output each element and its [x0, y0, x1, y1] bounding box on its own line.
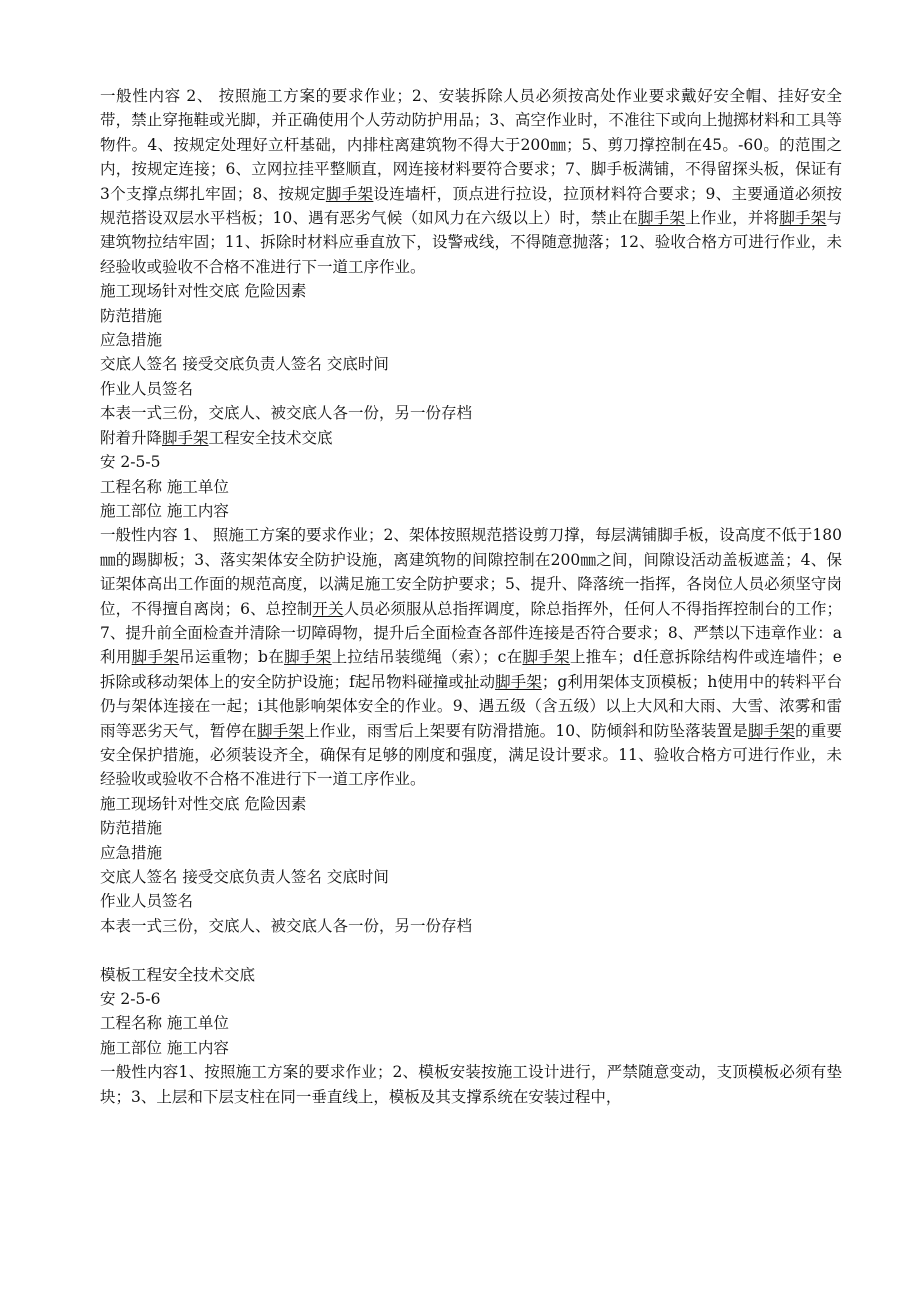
section2-prevention: 防范措施: [100, 819, 163, 838]
section1-worker-sign: 作业人员签名: [100, 379, 194, 398]
scaffold-link[interactable]: 脚手架: [637, 209, 686, 228]
section2-emergency: 应急措施: [100, 843, 163, 862]
body-text: 一般性内容1、按照施工方案的要求作业；2、模板安装按施工设计进行，严禁随意变动，支顶模板必须有垫块；3、上层和下层支柱在同一垂直线上，模板及其支撑系统在安装过程中，: [100, 1063, 842, 1106]
section2-name-row: 工程名称 施工单位: [100, 477, 229, 496]
section2-sign-row: 交底人签名 接受交底负责人签名 交底时间: [100, 868, 389, 886]
scaffold-link[interactable]: 脚手架: [522, 648, 570, 667]
body-text: 人员必须服从总指挥调度，除总指挥外，任何人不得指挥控制台的工作；7、提升前全面检查并清除一切障碍物，提升后全面检查各部件连接是否符合要求；8、严禁以下违章作业：a利用: [100, 599, 842, 667]
scaffold-link[interactable]: 脚手架: [162, 428, 209, 447]
scaffold-link[interactable]: 脚手架: [131, 648, 180, 667]
section1-copies-note: 本表一式三份，交底人、被交底人各一份，另一份存档: [100, 404, 473, 423]
section2-general-content: [100, 523, 842, 791]
body-text: 上作业，雨雪后上架要有防滑措施。10、防倾斜和防坠落装置是: [304, 721, 748, 740]
section3-part-row: 施工部位 施工内容: [100, 1038, 229, 1057]
section1-sign-row: 交底人签名 接受交底负责人签名 交底时间: [100, 355, 389, 374]
section3-title: 模板工程安全技术交底: [100, 965, 256, 984]
blank-line: [100, 938, 842, 962]
body-text: 一般性内容 2、 按照施工方案的要求作业；2、安装拆除人员必须按高处作业要求戴好安全帽、挂好安全带，禁止穿拖鞋或光脚，并正确使用个人劳动防护用品；3、高空作业时，不准往下或向上抛掷材料和工具等物件。4、按规定处理好立杆基础，内排柱离建筑物不得大于200㎜；5、剪刀撑控制在45。-60。的范围之内，按规定连接；6、立网拉挂平整顺直，网连接材料要符合要求；7、脚手板满铺，不得留探头板，保证有3个支撑点绑扎牢固；8、按规定: [100, 87, 842, 203]
section2-copies-note: 本表一式三份，交底人、被交底人各一份，另一份存档: [100, 916, 473, 935]
section3-name-row: 工程名称 施工单位: [100, 1014, 229, 1033]
section2-title-pre: 附着升降: [100, 428, 163, 447]
section2-title: [100, 426, 842, 450]
section2-worker-sign: 作业人员签名: [100, 892, 194, 911]
section2-site-row: 施工现场针对性交底 危险因素: [100, 794, 307, 813]
section3-code: 安 2-5-6: [100, 990, 161, 1009]
body-text: 一般性内容 1、 照施工方案的要求作业；2、架体按照规范搭设剪刀撑，每层满铺脚手板，设高度不低于180㎜的踢脚板；3、落实架体安全防护设施，离建筑物的间隙控制在200㎜之间，间隙设活动盖板遮盖；4、保证架体高出工作面的规范高度，以满足施工安全防护要求；5、提升、降落统一指挥，各岗位人员必须坚守岗位，不得擅自离岗；6、总控制: [100, 526, 842, 618]
document-page: [100, 84, 842, 1109]
scaffold-link[interactable]: 脚手架: [325, 184, 374, 203]
section1-general-content: [100, 84, 842, 279]
body-text: 设连墙杆，顶点进行拉设，拉顶材料符合要求；9、主要通道必须按规范搭设双层水平档板；10、遇有恶劣气候（如风力在六级以上）时，禁止在: [100, 184, 842, 228]
body-text: 上推车；d任意拆除结构件或连墙件；e拆除或移动架体上的安全防护设施；f起吊物料碰撞或扯动: [100, 648, 842, 691]
section2-part-row: 施工部位 施工内容: [100, 501, 229, 520]
scaffold-link[interactable]: 脚手架: [747, 721, 796, 740]
body-text: 吊运重物；b在: [179, 648, 285, 667]
body-text: 上作业，并将: [685, 209, 780, 228]
section3-general-content: [100, 1060, 842, 1109]
scaffold-link[interactable]: 脚手架: [495, 672, 542, 691]
body-text: 与建筑物拉结牢固；11、拆除时材料应垂直放下，设警戒线，不得随意抛落；12、验收合格方可进行作业，未经验收或验收不合格不准进行下一道工序作业。: [100, 209, 842, 276]
scaffold-link[interactable]: 开关: [312, 599, 344, 618]
section2-code: 安 2-5-5: [100, 453, 161, 472]
section1-site-row: 施工现场针对性交底 危险因素: [100, 282, 307, 301]
scaffold-link[interactable]: 脚手架: [779, 209, 827, 228]
scaffold-link[interactable]: 脚手架: [257, 721, 305, 740]
body-text: 的重要安全保护措施，必须装设齐全，确保有足够的刚度和强度，满足设计要求。11、验收合格方可进行作业，未经验收或验收不合格不准进行下一道工序作业。: [100, 721, 842, 789]
section2-title-post: 工程安全技术交底: [208, 428, 333, 447]
body-text: 上拉结吊装缆绳（索）；c在: [331, 648, 523, 667]
section1-prevention: 防范措施: [100, 306, 163, 325]
scaffold-link[interactable]: 脚手架: [284, 648, 332, 667]
section1-emergency: 应急措施: [100, 331, 163, 350]
body-text: ；g利用架体支顶模板；h使用中的转料平台仍与架体连接在一起；i其他影响架体安全的作业。9、遇五级（含五级）以上大风和大雨、大雪、浓雾和雷雨等恶劣天气，暂停在: [100, 672, 842, 740]
